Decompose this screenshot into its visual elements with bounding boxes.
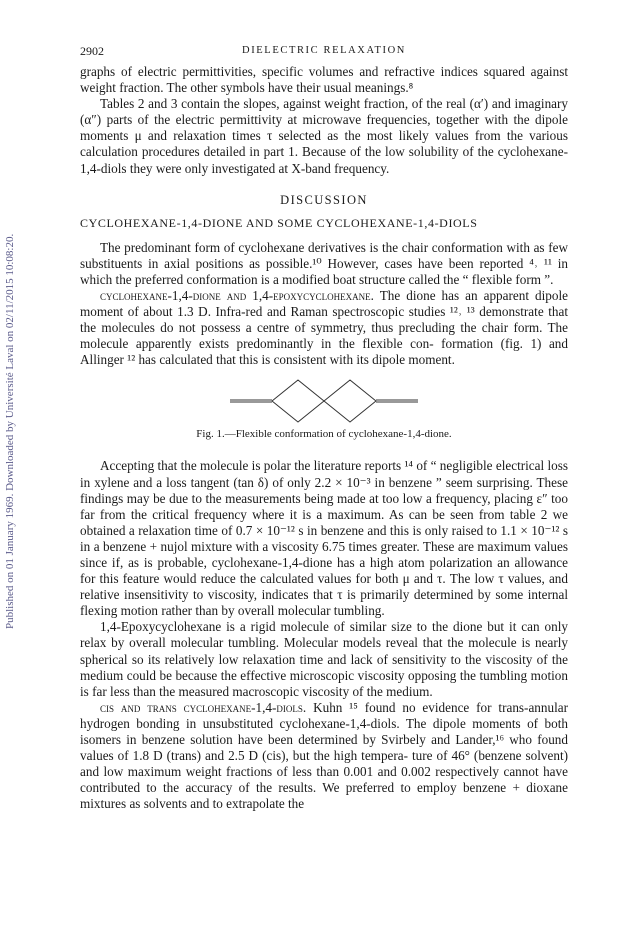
run-in-heading-diols: cis and trans cyclohexane-1,4-diols. <box>100 699 307 715</box>
figure-caption: Fig. 1.—Flexible conformation of cyclohexane-1,4-dione. <box>196 428 452 441</box>
download-watermark: Published on 01 January 1969. Downloaded by Université Laval on 02/11/2015 10:08:20. <box>4 233 16 629</box>
paragraph-polarity: Accepting that the molecule is polar the literature reports ¹⁴ of “ negligible electrical loss in xylene and a loss tangent (tan δ) of only 2.2 × 10⁻³ in benzene ” seem surprising. These findings may be due to the measurements being made at too low a frequency, placing ε″ too far from the critical frequency where it is a maximum. As can be seen from table 2 we obtained a relaxation time of 0.7 × 10⁻¹² s in benzene and this is only raised to 1.1 × 10⁻¹² s in a benzene + nujol mixture with a viscosity 6.75 times greater. These are maximum values since if, as is probable, cyclohexane-1,4-dione has a high atom polarization an allowance for this feature would reduce the calculated values for both μ and τ. The low τ values, and relative insensitivity to viscosity, indicates that τ is primarily determined by some internal flexing motion rather than by overall molecular tumbling. <box>80 458 568 619</box>
paragraph-dione-text: The dione has an apparent dipole moment of about 1.3 D. Infra-red and Raman spectroscopic studies ¹²˒ ¹³ demonstrate that the molecules do not possess a centre of symmetry, thus precluding the chair form. The molecule apparently exists predominantly in the flexible con- formation (fig. 1) and Allinger ¹² has calculated that this is consistent with its dipole moment. <box>80 287 568 368</box>
paragraph-tables: Tables 2 and 3 contain the slopes, against weight fraction, of the real (α′) and imaginary (α″) parts of the electric permittivity at microwave frequencies, together with the dipole moments μ and relaxation times τ selected as the most likely values from the various calculation procedures detailed in part 1. Because of the low solubility of the cyclohexane-1,4-diols they were only investigated at X-band frequency. <box>80 96 568 176</box>
flexible-form-diagram <box>80 372 568 424</box>
paragraph-conformation: The predominant form of cyclohexane derivatives is the chair conformation with as few substituents in axial positions as possible.¹⁰ However, cases have been reported ⁴˒ ¹¹ in which the preferred conformation is a modified boat structure called the “ flexible form ”. <box>80 239 568 287</box>
page-number: 2902 <box>80 44 104 58</box>
paragraph-epoxy: 1,4-Epoxycyclohexane is a rigid molecule of similar size to the dione but it can only relax by overall molecular tumbling. Molecular models reveal that the molecule is nearly spherical so its relatively low relaxation time and lack of sensitivity to the viscosity of the medium could be because the effective microscopic viscosity opposing the tumbling motion is far less than the measured macroscopic viscosity of the medium. <box>80 619 568 699</box>
paragraph-diols-text: Kuhn ¹⁵ found no evidence for trans-annular hydrogen bonding in unsubstituted cyclohexane-1,4-diols. The dipole moments of both isomers in benzene solution have been determined by Svirbely and Lander,¹⁶ who found values of 1.8 D (trans) and 2.5 D (cis), but the high tempera- ture of 46° (benzene solvent) and low maximum weight fractions of less than 0.001 and 0.002 respectively cannot have contributed to the accuracy of the results. We preferred to employ benzene + dioxane mixtures as solvents and to extrapolate the <box>80 699 568 812</box>
subsection-heading: CYCLOHEXANE-1,4-DIONE AND SOME CYCLOHEXANE-1,4-DIOLS <box>80 215 478 230</box>
running-title: DIELECTRIC RELAXATION <box>242 45 406 56</box>
run-in-heading-dione: cyclohexane-1,4-dione and 1,4-epoxycyclohexane. <box>100 287 374 303</box>
paragraph-continued: graphs of electric permittivities, specific volumes and refractive indices squared against weight fraction. The other symbols have their usual meanings.⁸ <box>80 64 568 96</box>
paragraph-diols <box>80 700 568 813</box>
page-column <box>80 44 568 812</box>
figure-1 <box>80 372 568 424</box>
paragraph-dione <box>80 288 568 368</box>
section-heading: DISCUSSION <box>280 192 368 207</box>
page-header <box>80 44 568 64</box>
